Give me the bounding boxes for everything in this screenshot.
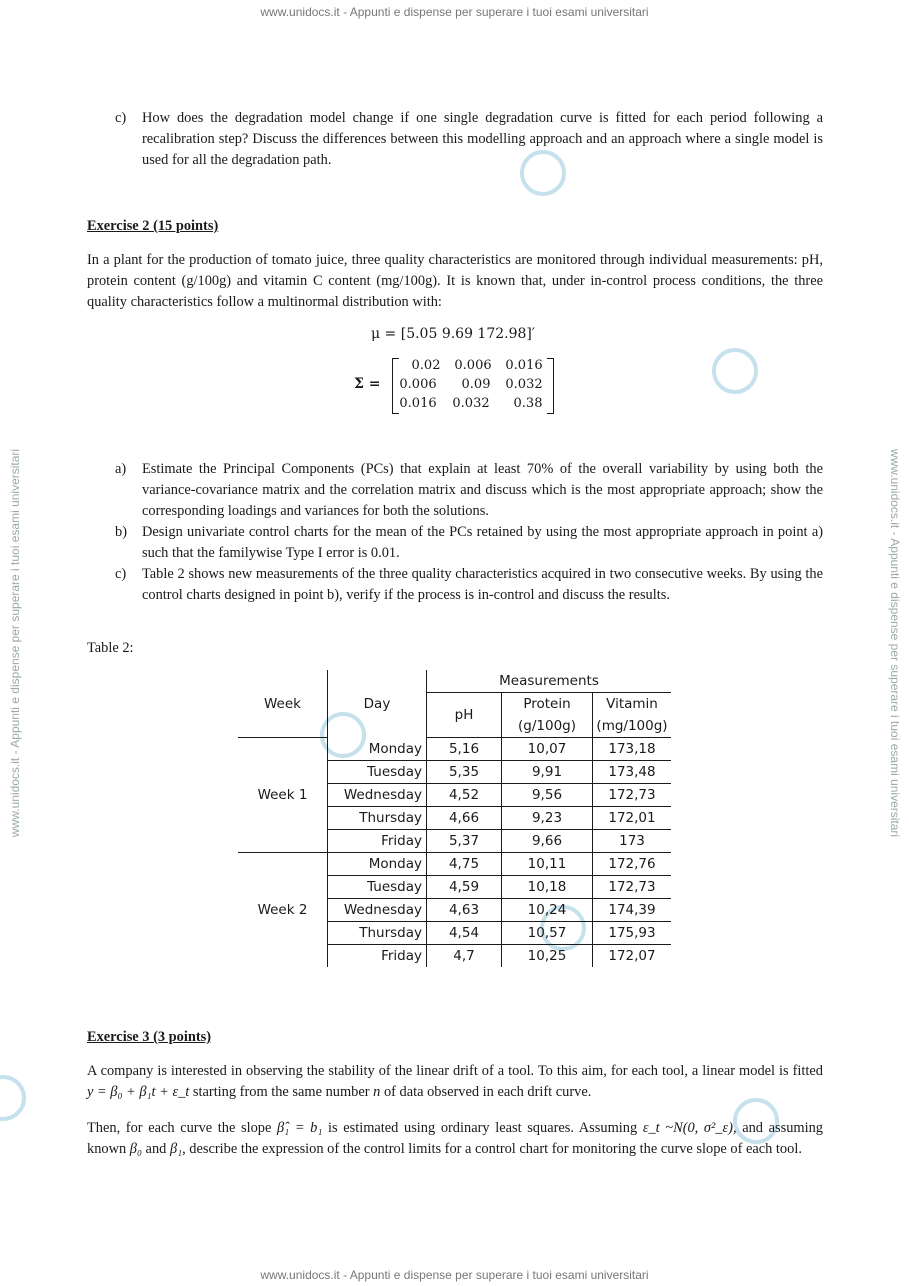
protein-cell: 9,66 xyxy=(502,830,593,853)
text-run: Then, for each curve the slope xyxy=(87,1120,278,1136)
ph-cell: 4,75 xyxy=(427,853,502,876)
text-run: is estimated using ordinary least squares. Assuming xyxy=(322,1120,643,1136)
item-label: c) xyxy=(115,566,127,582)
vitamin-cell: 172,01 xyxy=(593,807,672,830)
header-vitamin-unit: (mg/100g) xyxy=(593,715,672,738)
day-cell: Monday xyxy=(328,738,427,761)
sigma-cell: 0.006 xyxy=(454,358,492,373)
ph-cell: 4,52 xyxy=(427,784,502,807)
protein-cell: 10,24 xyxy=(502,899,593,922)
protein-cell: 10,11 xyxy=(502,853,593,876)
text-run: , describe the expression of the control limits for a control chart for monitoring the curve slope of each tool. xyxy=(182,1141,802,1157)
sigma-cell: 0.032 xyxy=(452,396,490,411)
watermark-left: www.unidocs.it - Appunti e dispense per superare i tuoi esami universitari xyxy=(8,448,22,838)
header-measurements: Measurements xyxy=(427,670,672,693)
protein-cell: 10,18 xyxy=(502,876,593,899)
math-inline: ε_t ~N(0, σ²_ε) xyxy=(642,1120,733,1136)
protein-cell: 9,56 xyxy=(502,784,593,807)
vitamin-cell: 172,73 xyxy=(593,876,672,899)
exercise-2-heading: Exercise 2 (15 points) xyxy=(87,218,219,234)
math-inline: y = β₀ + β₁t + ε_t xyxy=(87,1084,190,1100)
sigma-cell: 0.38 xyxy=(513,396,543,411)
watermark-top: www.unidocs.it - Appunti e dispense per superare i tuoi esami universitari xyxy=(260,5,649,19)
watermark-right: www.unidocs.it - Appunti e dispense per superare i tuoi esami universitari xyxy=(888,448,902,838)
header-day: Day xyxy=(328,670,427,738)
text-run: starting from the same number xyxy=(189,1084,374,1100)
ph-cell: 4,66 xyxy=(427,807,502,830)
protein-cell: 9,91 xyxy=(502,761,593,784)
header-week: Week xyxy=(238,670,328,738)
vitamin-cell: 172,07 xyxy=(608,948,656,964)
item-label: c) xyxy=(115,110,127,126)
header-ph: pH xyxy=(427,693,502,738)
watermark-logo-icon xyxy=(712,348,758,394)
watermark-bottom: www.unidocs.it - Appunti e dispense per superare i tuoi esami universitari xyxy=(260,1268,649,1282)
exercise-2-intro: In a plant for the production of tomato juice, three quality characteristics are monitored through individual measurements: pH, protein content (g/100g) and vitamin C content (mg/100g). It is known that, under in-control process conditions, the three quality characteristics follow a multinormal distribution with: xyxy=(87,252,823,310)
protein-cell: 9,23 xyxy=(502,807,593,830)
ph-cell: 4,54 xyxy=(427,922,502,945)
ph-cell: 4,59 xyxy=(427,876,502,899)
text-run: and xyxy=(141,1141,170,1157)
ph-cell: 5,16 xyxy=(427,738,502,761)
math-inline: β₁ xyxy=(169,1141,183,1157)
day-cell: Monday xyxy=(328,853,427,876)
sigma-cell: 0.016 xyxy=(399,396,437,411)
sigma-cell: 0.09 xyxy=(461,377,491,392)
day-cell: Friday xyxy=(328,830,427,853)
math-inline: n xyxy=(373,1084,381,1100)
exercise-3-heading: Exercise 3 (3 points) xyxy=(87,1029,212,1045)
day-cell: Wednesday xyxy=(328,784,427,807)
exercise-3-paragraph-2 xyxy=(87,1118,823,1160)
item-label: a) xyxy=(115,461,127,477)
sigma-cell: 0.006 xyxy=(399,377,437,392)
protein-cell: 10,25 xyxy=(502,945,593,968)
math-inline: β̂₁ = b₁ xyxy=(277,1120,323,1136)
day-cell: Tuesday xyxy=(328,761,427,784)
item-text: Estimate the Principal Components (PCs) that explain at least 70% of the overall variability by using both the variance-covariance matrix and the correlation matrix and discuss which is the most appropriate approach; show the corresponding loadings and variances for both the solutions. xyxy=(142,461,823,519)
header-protein-unit: (g/100g) xyxy=(502,715,593,738)
item-text: Table 2 shows new measurements of the three quality characteristics acquired in two consecutive weeks. By using the control charts designed in point b), verify if the process is in-control and discuss the results. xyxy=(142,566,823,603)
exercise-3-paragraph-1 xyxy=(87,1061,823,1103)
ph-cell: 5,35 xyxy=(427,761,502,784)
vitamin-cell: 174,39 xyxy=(593,899,672,922)
header-protein: Protein xyxy=(502,693,593,716)
sigma-cell: 0.016 xyxy=(505,358,543,373)
table-row xyxy=(238,853,671,876)
watermark-logo-icon xyxy=(0,1075,26,1121)
text-run: , and assuming known xyxy=(87,1120,823,1157)
vitamin-cell: 173,48 xyxy=(593,761,672,784)
vitamin-cell: 172,73 xyxy=(593,784,672,807)
mu-vector: μ = [5.05 9.69 172.98]′ xyxy=(371,326,536,342)
ph-cell: 4,7 xyxy=(427,945,502,968)
day-cell: Thursday xyxy=(328,922,427,945)
text-run: of data observed in each drift curve. xyxy=(380,1084,592,1100)
vitamin-cell: 172,76 xyxy=(593,853,672,876)
sigma-matrix xyxy=(392,358,554,414)
protein-cell: 10,07 xyxy=(502,738,593,761)
week-cell: Week 2 xyxy=(257,902,308,918)
protein-cell: 10,57 xyxy=(502,922,593,945)
sigma-label: Σ = xyxy=(354,376,381,392)
item-text: How does the degradation model change if one single degradation curve is fitted for each period following a recalibration step? Discuss the differences between this modelling approach and an approach where a single model is used for all the degradation path. xyxy=(142,110,823,168)
item-text: Design univariate control charts for the mean of the PCs retained by using the most appropriate approach in point a) such that the familywise Type I error is 0.01. xyxy=(142,524,823,561)
measurements-table xyxy=(238,670,671,967)
sigma-cell: 0.02 xyxy=(411,358,441,373)
vitamin-cell: 173,18 xyxy=(593,738,672,761)
day-cell: Wednesday xyxy=(328,899,427,922)
day-cell: Tuesday xyxy=(328,876,427,899)
ph-cell: 5,37 xyxy=(427,830,502,853)
math-inline: β₀ xyxy=(129,1141,142,1157)
day-cell: Friday xyxy=(328,945,427,968)
day-cell: Thursday xyxy=(328,807,427,830)
sigma-cell: 0.032 xyxy=(505,377,543,392)
table-caption: Table 2: xyxy=(87,640,134,656)
vitamin-cell: 175,93 xyxy=(593,922,672,945)
item-label: b) xyxy=(115,524,127,540)
table-row xyxy=(238,738,671,761)
ph-cell: 4,63 xyxy=(427,899,502,922)
week-cell: Week 1 xyxy=(238,738,328,853)
vitamin-cell: 173 xyxy=(593,830,672,853)
text-run: A company is interested in observing the stability of the linear drift of a tool. To this aim, for each tool, a linear model is fitted xyxy=(87,1063,823,1079)
header-vitamin: Vitamin xyxy=(606,696,658,712)
